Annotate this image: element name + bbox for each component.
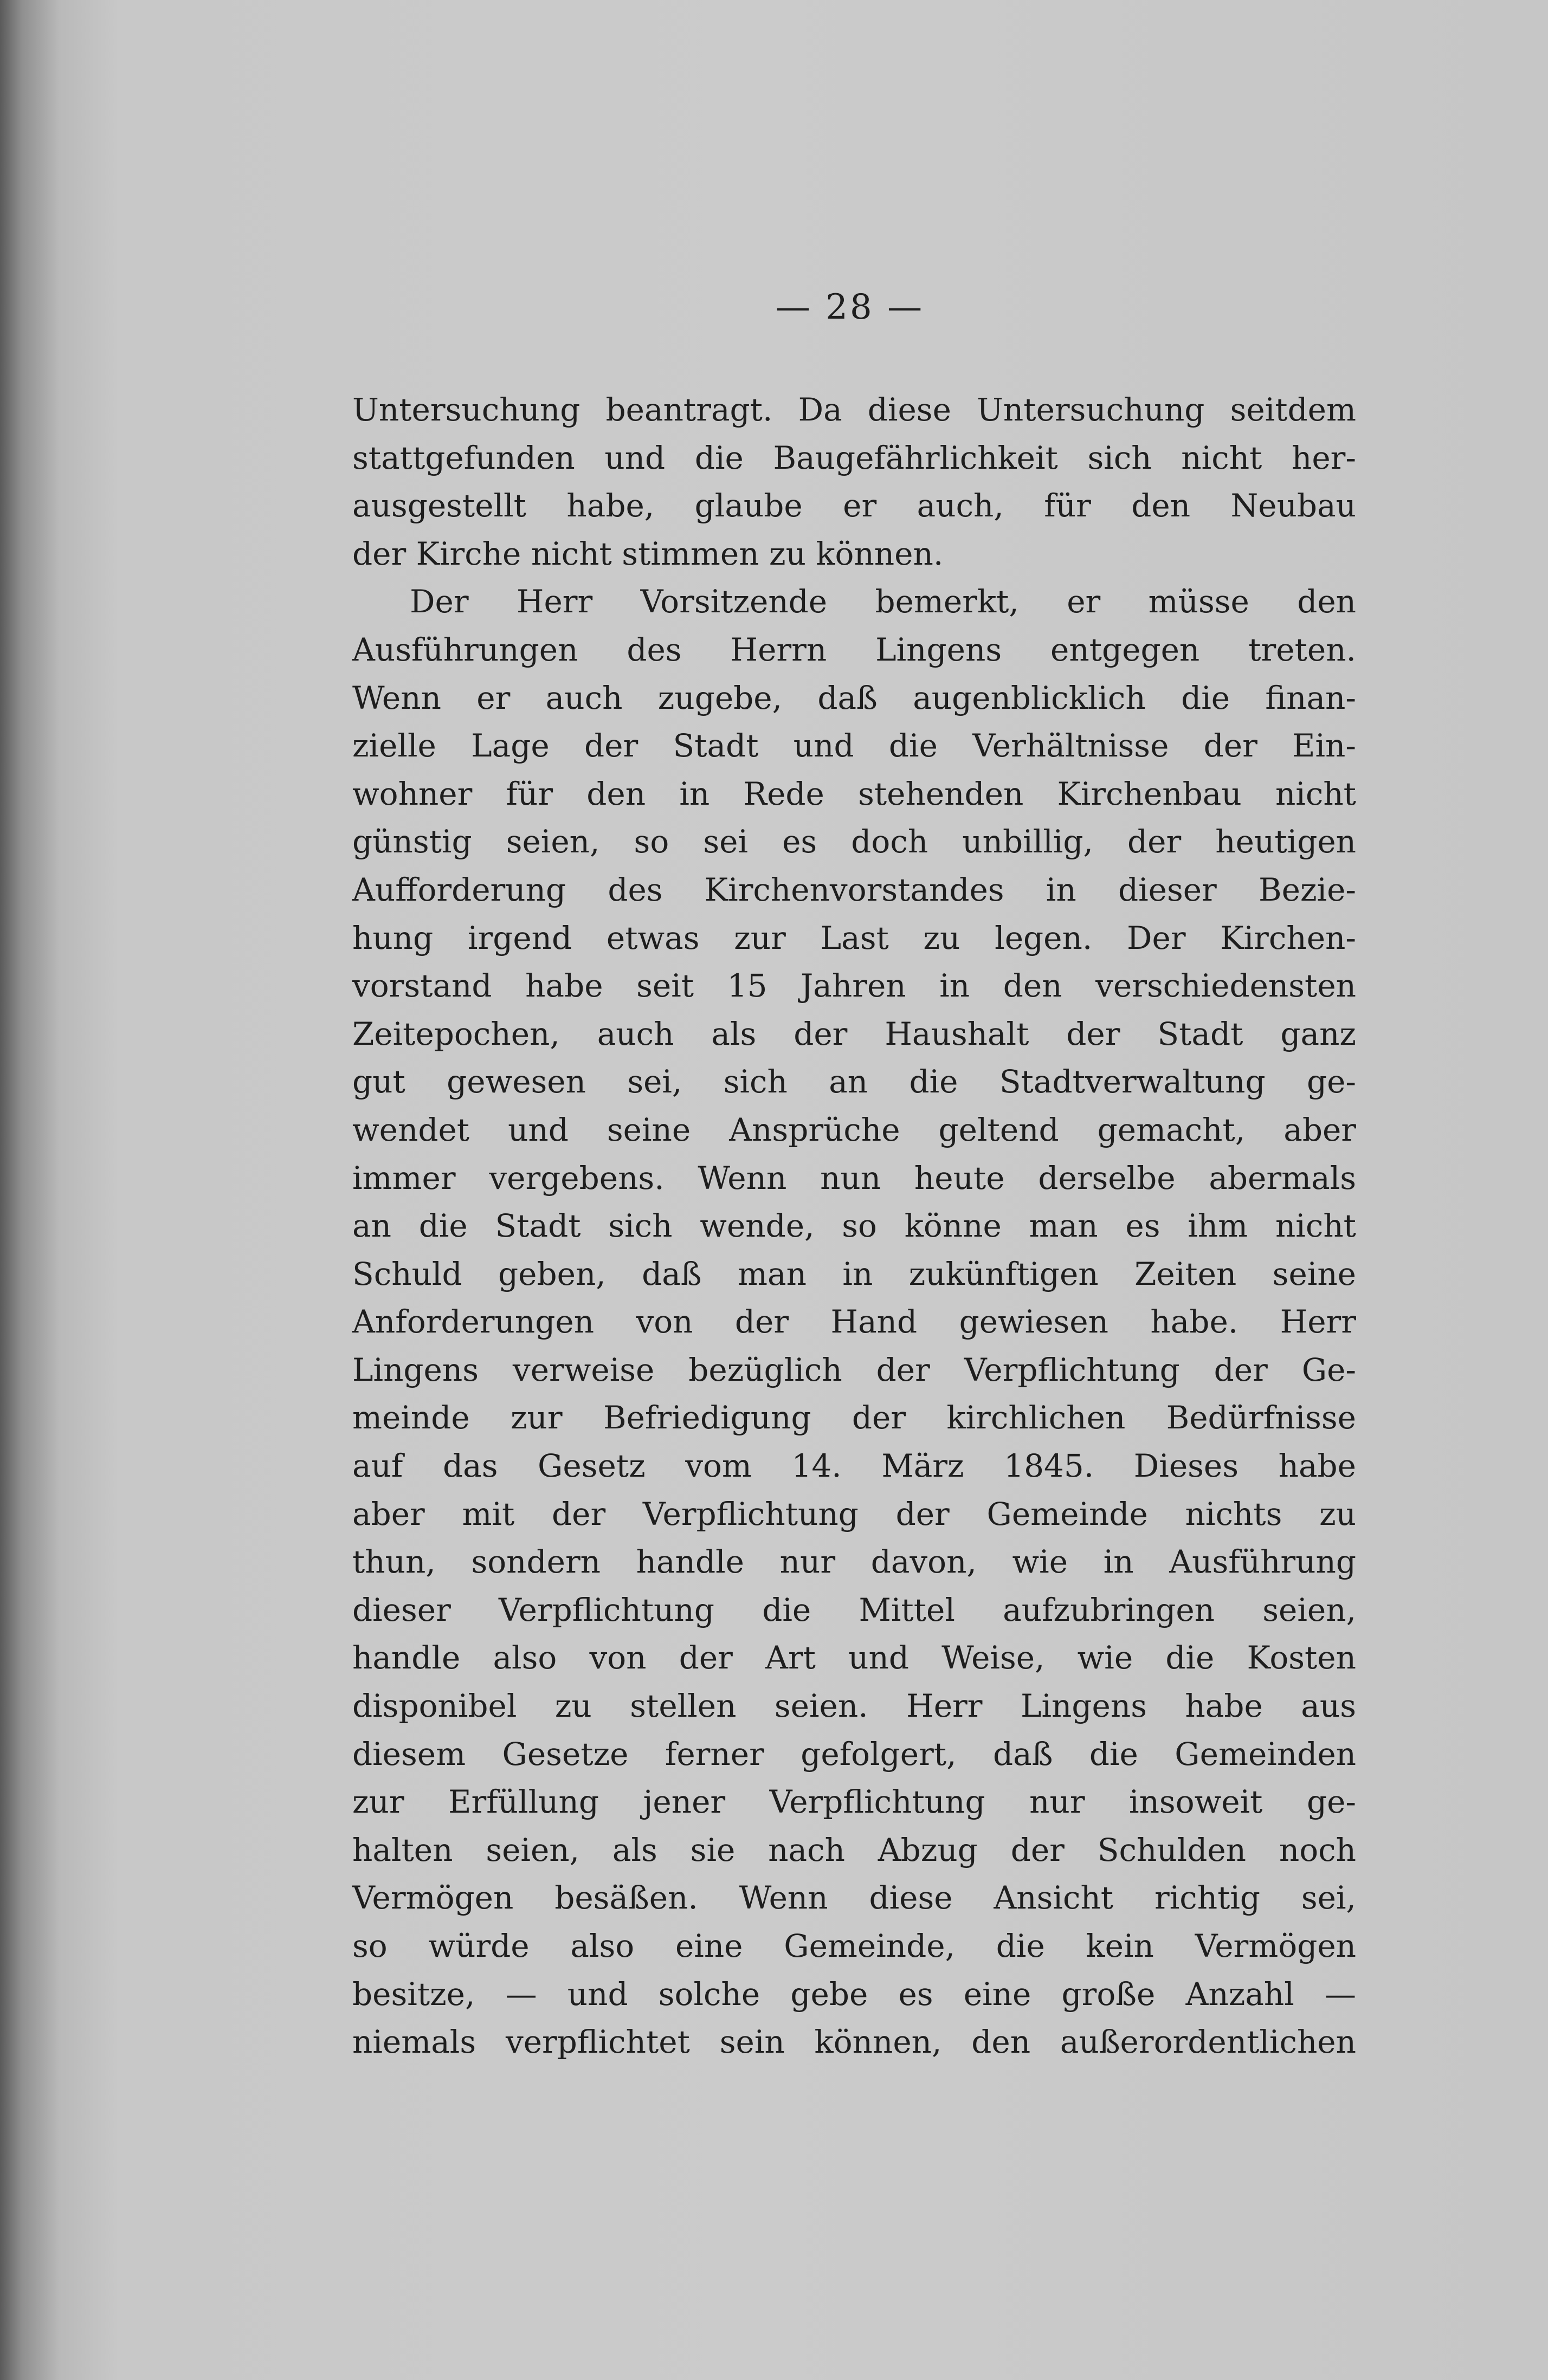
- text-line: handle also von der Art und Weise, wie die Kosten: [352, 1639, 1356, 1677]
- page-number: — 28 —: [775, 287, 925, 327]
- text-line: Aufforderung des Kirchenvorstandes in dieser Bezie-: [352, 871, 1356, 908]
- text-line: Schuld geben, daß man in zukünftigen Zeiten seine: [352, 1255, 1356, 1292]
- text-line: Ausführungen des Herrn Lingens entgegen treten.: [352, 631, 1356, 668]
- text-line: halten seien, als sie nach Abzug der Schulden noch: [352, 1831, 1356, 1868]
- text-line: Wenn er auch zugebe, daß augenblicklich die finan-: [352, 679, 1356, 716]
- text-line: Zeitepochen, auch als der Haushalt der Stadt ganz: [352, 1015, 1356, 1052]
- text-line: wendet und seine Ansprüche geltend gemacht, aber: [352, 1111, 1356, 1148]
- text-line: besitze, — und solche gebe es eine große Anzahl —: [352, 1975, 1356, 2013]
- text-line: auf das Gesetz vom 14. März 1845. Dieses habe: [352, 1447, 1356, 1485]
- text-line: aber mit der Verpflichtung der Gemeinde nichts zu: [352, 1495, 1356, 1532]
- text-line: zur Erfüllung jener Verpflichtung nur insoweit ge-: [352, 1783, 1356, 1821]
- text-line: der Kirche nicht stimmen zu können.: [352, 535, 944, 572]
- text-line: gut gewesen sei, sich an die Stadtverwaltung ge-: [352, 1063, 1356, 1101]
- text-line: Der Herr Vorsitzende bemerkt, er müsse den: [410, 583, 1356, 620]
- text-line: zielle Lage der Stadt und die Verhältnisse der Ein-: [352, 727, 1356, 765]
- text-line: niemals verpflichtet sein können, den außerordentlichen: [352, 2023, 1356, 2061]
- text-line: meinde zur Befriedigung der kirchlichen Bedürfnisse: [352, 1399, 1356, 1437]
- text-line: Untersuchung beantragt. Da diese Untersuchung seitdem: [352, 391, 1356, 428]
- text-line: so würde also eine Gemeinde, die kein Vermögen: [352, 1928, 1356, 1964]
- text-line: thun, sondern handle nur davon, wie in Ausführung: [352, 1543, 1356, 1581]
- text-line: vorstand habe seit 15 Jahren in den verschiedensten: [352, 967, 1356, 1005]
- text-line: Lingens verweise bezüglich der Verpflichtung der Ge-: [352, 1351, 1356, 1388]
- text-line: hung irgend etwas zur Last zu legen. Der Kirchen-: [352, 919, 1356, 956]
- text-line: dieser Verpflichtung die Mittel aufzubringen seien,: [352, 1591, 1356, 1628]
- text-line: immer vergebens. Wenn nun heute derselbe abermals: [352, 1159, 1356, 1197]
- text-line: wohner für den in Rede stehenden Kirchenbau nicht: [352, 775, 1356, 812]
- text-line: an die Stadt sich wende, so könne man es ihm nicht: [352, 1207, 1356, 1245]
- text-line: günstig seien, so sei es doch unbillig, der heutigen: [352, 823, 1356, 861]
- text-line: ausgestellt habe, glaube er auch, für den Neubau: [352, 487, 1356, 525]
- text-line: Anforderungen von der Hand gewiesen habe. Herr: [352, 1303, 1356, 1341]
- text-line: disponibel zu stellen seien. Herr Lingens habe aus: [352, 1687, 1356, 1725]
- text-line: diesem Gesetze ferner gefolgert, daß die Gemeinden: [352, 1735, 1356, 1773]
- body-text: [352, 386, 1356, 2066]
- text-line: stattgefunden und die Baugefährlichkeit sich nicht her-: [352, 439, 1356, 476]
- text-line: Vermögen besäßen. Wenn diese Ansicht richtig sei,: [352, 1879, 1356, 1917]
